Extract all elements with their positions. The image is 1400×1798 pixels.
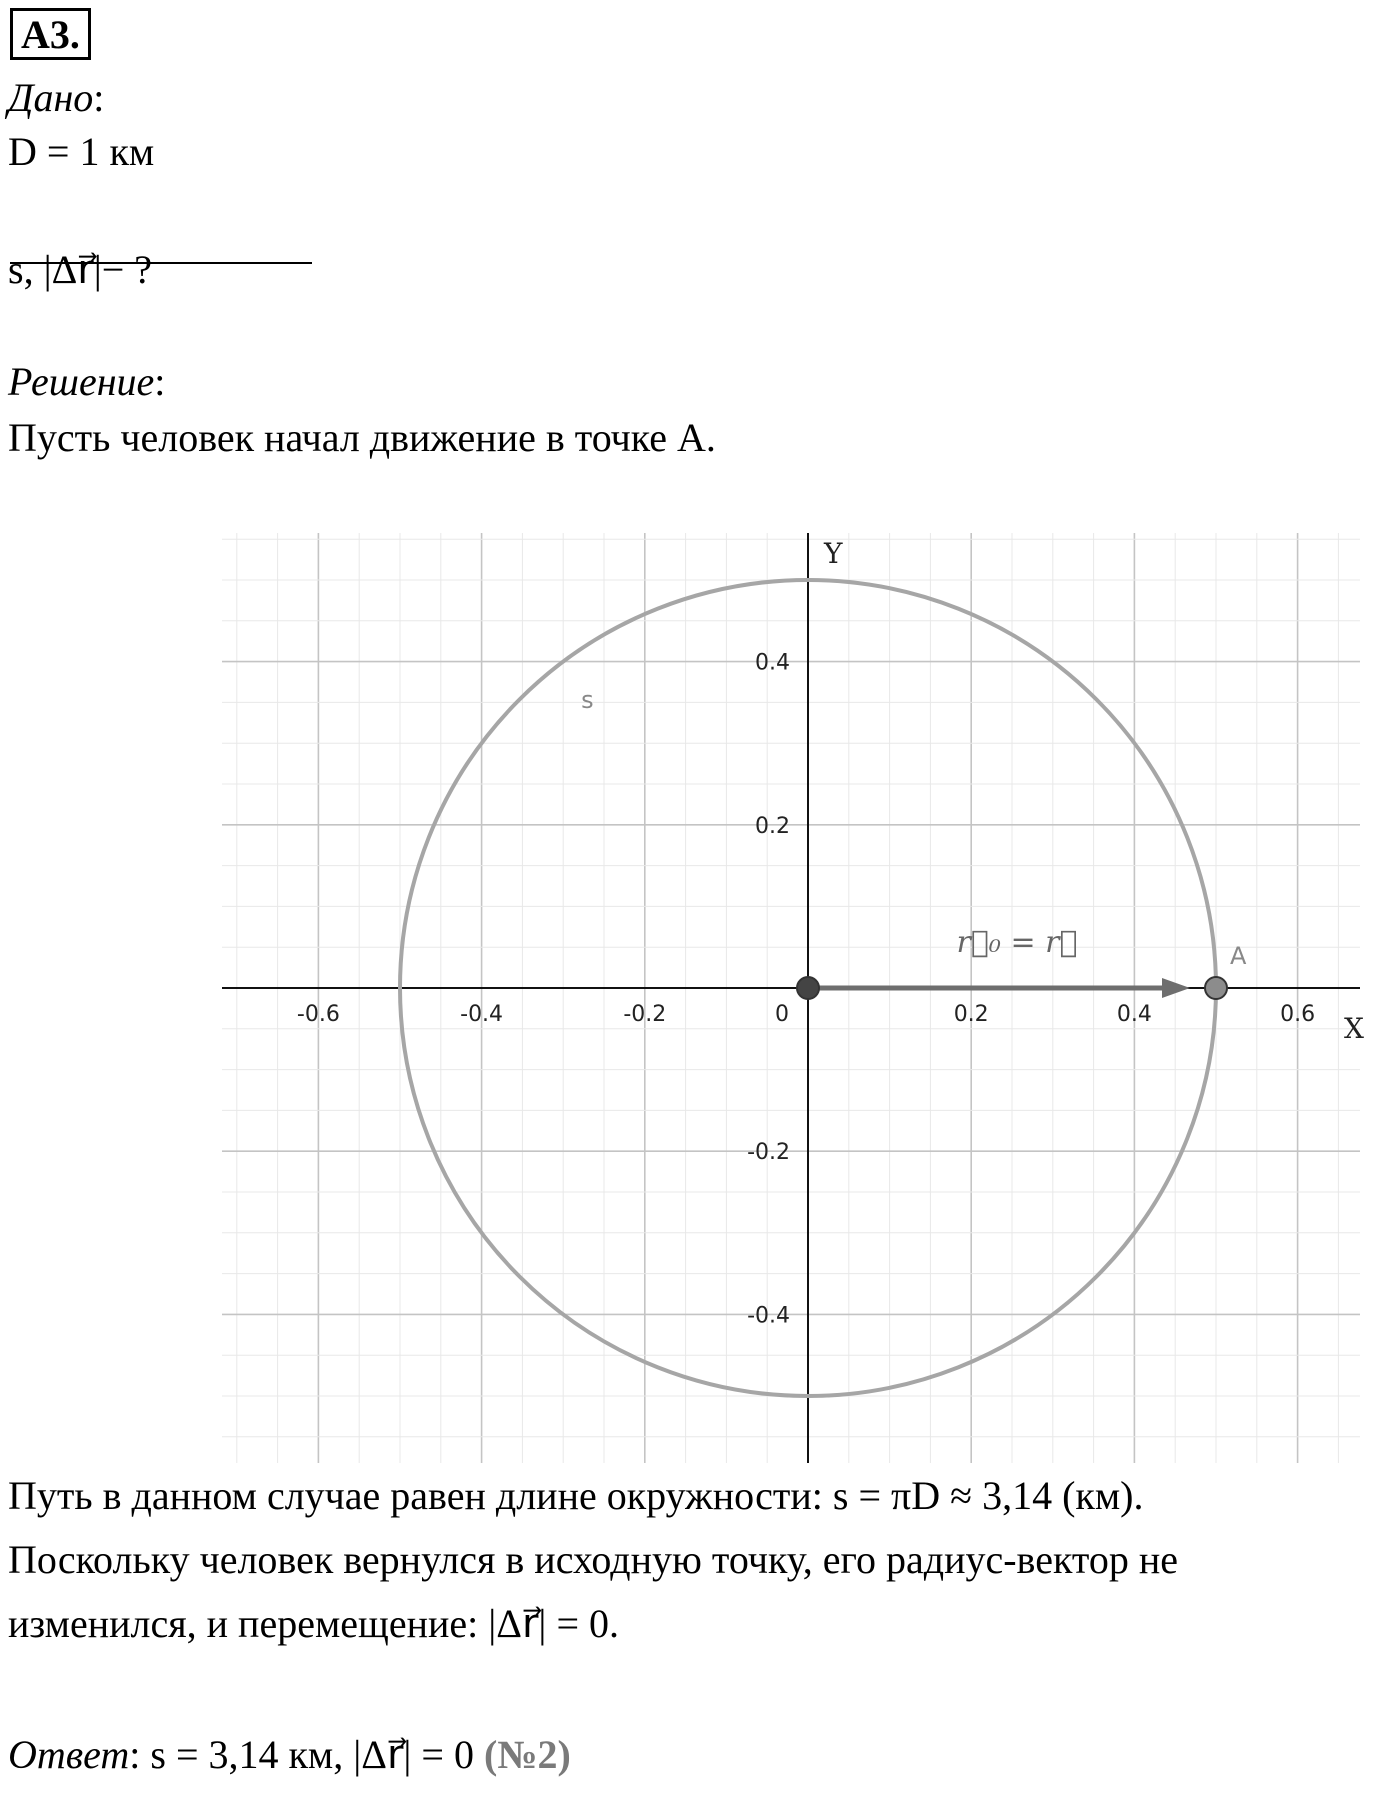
x-tick-label: 0.4 (1116, 1002, 1152, 1027)
given-heading: Дано: (8, 75, 105, 120)
x-tick-label: 0.6 (1280, 1002, 1316, 1027)
x-tick-label: -0.2 (623, 1002, 667, 1027)
solution-intro: Пусть человек начал движение в точке A. (8, 415, 716, 460)
y-tick-label: -0.4 (747, 1303, 790, 1329)
y-tick-label: 0.4 (755, 650, 790, 676)
x-tick-label: 0.2 (953, 1002, 989, 1027)
solution-line-3: изменился, и перемещение: |Δr⃗| = 0. (8, 1601, 619, 1646)
solution-line-1: Путь в данном случае равен длине окружности: s = πD ≈ 3,14 (км). (8, 1473, 1144, 1518)
find-line: s, |Δr⃗|− ? (8, 247, 153, 292)
x-tick-label: -0.6 (296, 1002, 340, 1027)
point-A (1205, 977, 1227, 999)
point-label: A (1230, 942, 1247, 970)
x-tick-label: 0 (775, 1002, 789, 1027)
solution-heading: Решение: (8, 359, 166, 404)
origin-point (797, 977, 819, 999)
answer-line: Ответ: s = 3,14 км, |Δr⃗| = 0 (№2) (8, 1732, 571, 1777)
y-tick-label: -0.2 (747, 1140, 790, 1166)
x-tick-label: -0.4 (460, 1002, 504, 1027)
circle-label: s (581, 685, 594, 714)
y-axis-label: Y (824, 537, 843, 570)
radius-vector-arrowhead (1162, 978, 1190, 998)
problem-number: А3. (10, 8, 91, 60)
y-tick-label: 0.2 (755, 813, 790, 839)
solution-line-2: Поскольку человек вернулся в исходную точку, его радиус-вектор не (8, 1537, 1178, 1582)
vector-label: r⃗₀ = r⃗ (956, 925, 1078, 960)
given-value: D = 1 км (8, 129, 155, 174)
x-axis-label: X (1344, 1012, 1364, 1045)
